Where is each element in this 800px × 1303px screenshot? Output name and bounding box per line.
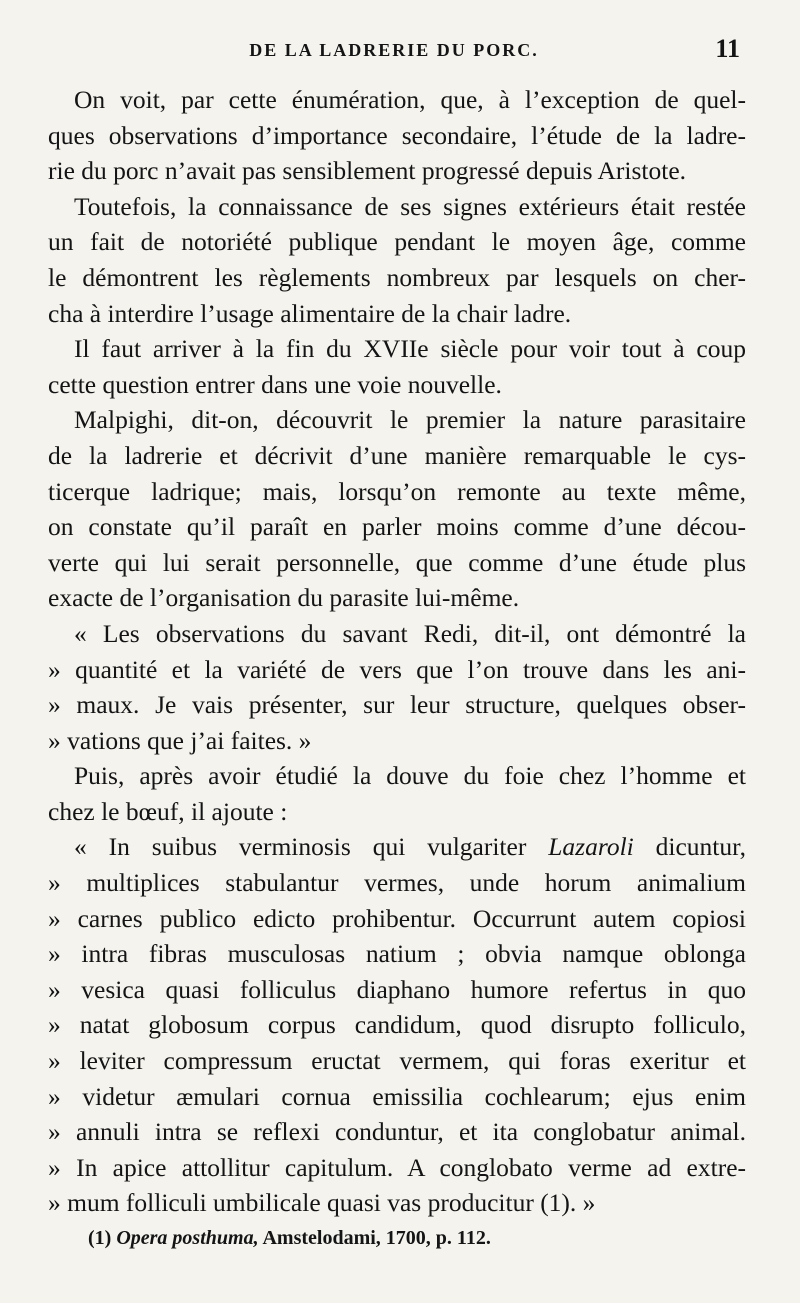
lazaroli-word: Lazaroli xyxy=(548,832,634,862)
running-title: DE LA LADRERIE DU PORC. xyxy=(249,40,539,60)
quote-line: » vations que j’ai faites. » xyxy=(48,725,312,755)
page-number: 11 xyxy=(715,34,740,63)
footnote xyxy=(88,1227,491,1250)
latin-quote-line: » multiplices stabulantur vermes, unde horum animalium xyxy=(48,868,746,898)
text-line: ques observations d’importance secondaire, l’étude de la ladre- xyxy=(48,120,746,150)
latin-quote-line: » vesica quasi folliculus diaphano humore refertus in quo xyxy=(48,974,746,1004)
quote-line: « Les observations du savant Redi, dit-il, ont démontré la xyxy=(74,618,746,648)
footnote-title: Opera posthuma, xyxy=(116,1227,259,1249)
latin-quote-rest: dicuntur, xyxy=(633,832,746,862)
text-line: exacte de l’organisation du parasite lui-même. xyxy=(48,583,520,613)
text-line: cette question entrer dans une voie nouvelle. xyxy=(48,369,502,399)
quote-line: » quantité et la variété de vers que l’on trouve dans les ani- xyxy=(48,654,746,684)
text-line: Toutefois, la connaissance de ses signes extérieurs était restée xyxy=(74,191,746,221)
latin-quote-line: » annuli intra se reflexi conduntur, et ita conglobatur animal. xyxy=(48,1117,746,1147)
text-line: rie du porc n’avait pas sensiblement progressé depuis Aristote. xyxy=(48,156,687,186)
footnote-rest: Amstelodami, 1700, p. 112. xyxy=(258,1227,491,1249)
latin-quote-line: » intra fibras musculosas natium ; obvia namque oblonga xyxy=(48,939,746,969)
text-line: verte qui lui serait personnelle, que comme d’une étude plus xyxy=(48,547,746,577)
page-header xyxy=(48,30,740,70)
latin-quote-line: » mum folliculi umbilicale quasi vas producitur (1). » xyxy=(48,1188,596,1218)
quote-line: » maux. Je vais présenter, sur leur structure, quelques obser- xyxy=(48,690,746,720)
text-line: On voit, par cette énumération, que, à l’exception de quel- xyxy=(74,85,746,114)
text-line: cha à interdire l’usage alimentaire de la chair ladre. xyxy=(48,298,572,328)
latin-quote-line xyxy=(48,829,746,865)
latin-quote-line: » natat globosum corpus candidum, quod disrupto folliculo, xyxy=(48,1010,746,1040)
text-line: un fait de notoriété publique pendant le moyen âge, comme xyxy=(48,227,746,257)
body-text xyxy=(48,82,746,1221)
text-line: Puis, après avoir étudié la douve du foie chez l’homme et xyxy=(74,761,746,791)
text-line: on constate qu’il paraît en parler moins comme d’une décou- xyxy=(48,512,746,542)
footnote-marker: (1) xyxy=(88,1227,112,1249)
text-line: Il faut arriver à la fin du XVIIe siècle pour voir tout à coup xyxy=(74,334,746,364)
latin-quote-open: « In suibus verminosis qui vulgariter xyxy=(74,832,549,862)
text-line: de la ladrerie et décrivit d’une manière remarquable le cys- xyxy=(48,440,746,470)
text-line: le démontrent les règlements nombreux par lesquels on cher- xyxy=(48,262,746,292)
latin-quote-line: » leviter compressum eructat vermem, qui foras exeritur et xyxy=(48,1046,746,1076)
text-line: ticerque ladrique; mais, lorsqu’on remonte au texte même, xyxy=(48,476,746,506)
text-line: chez le bœuf, il ajoute : xyxy=(48,796,288,826)
latin-quote-line: » carnes publico edicto prohibentur. Occurrunt autem copiosi xyxy=(48,903,746,933)
text-line: Malpighi, dit-on, découvrit le premier la nature parasitaire xyxy=(74,405,746,435)
latin-quote-line: » In apice attollitur capitulum. A conglobato verme ad extre- xyxy=(48,1152,746,1182)
latin-quote-line: » videtur æmulari cornua emissilia cochlearum; ejus enim xyxy=(48,1081,746,1111)
